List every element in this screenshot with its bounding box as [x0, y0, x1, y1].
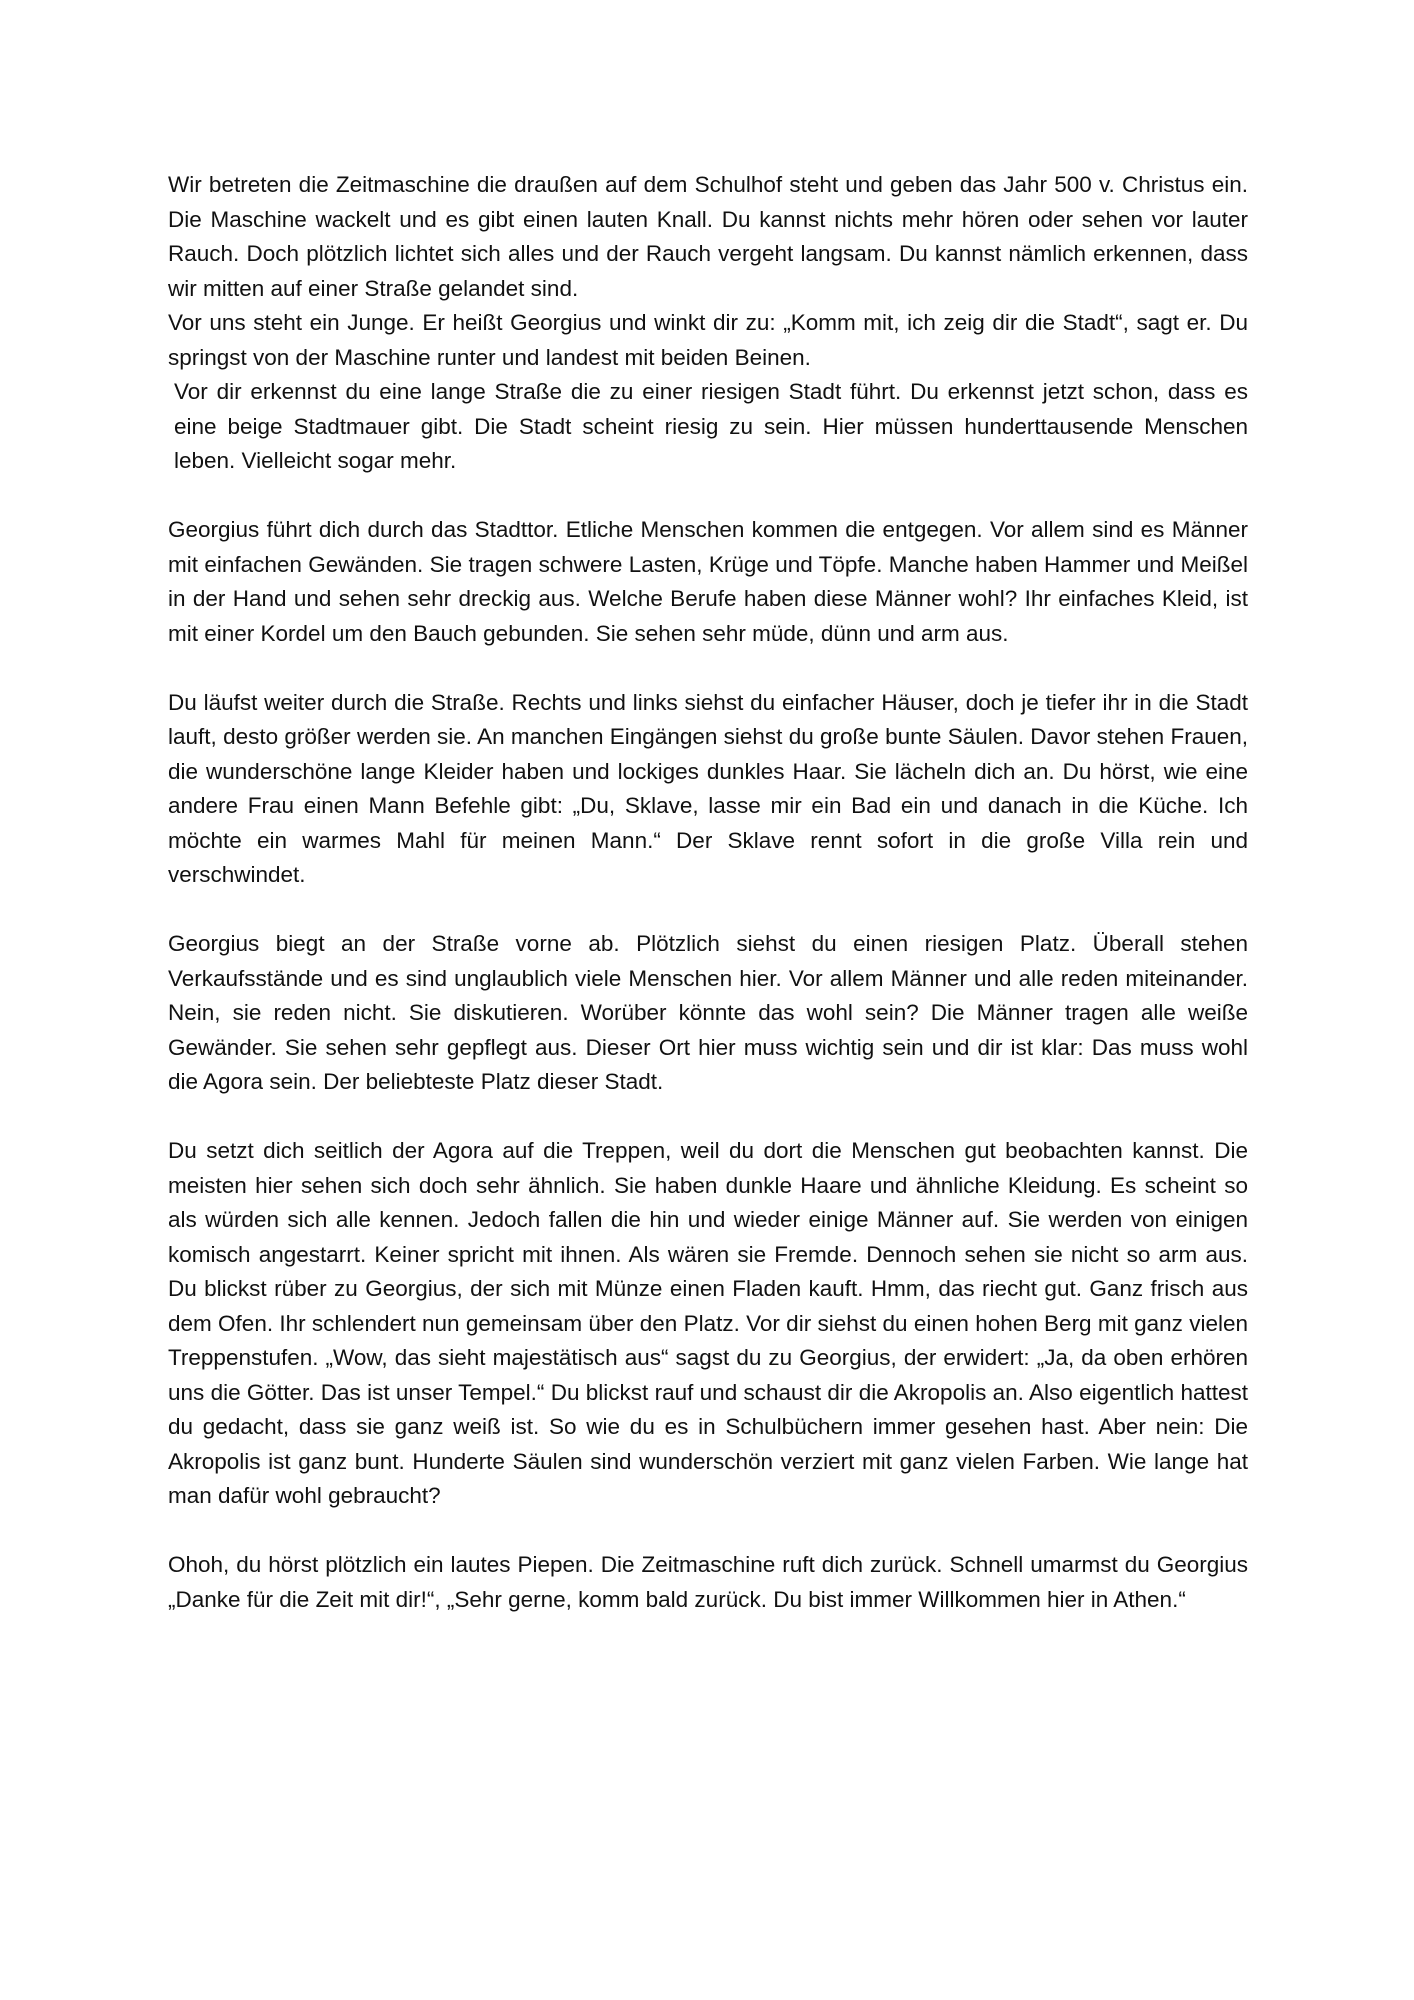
text-line: Ohoh, du hörst plötzlich ein lautes Piepen. Die Zeitmaschine ruft dich zurück. Schnell umarmst du Georgius „Danke für die Zeit mit dir!“, „Sehr gerne, komm bald zurück. Du bist immer Willkommen hier in Athen.“ [168, 1552, 1248, 1612]
paragraph-arrival [168, 168, 1248, 479]
paragraph-street [168, 686, 1248, 893]
paragraph-agora [168, 927, 1248, 1100]
text-line: Georgius biegt an der Straße vorne ab. Plötzlich siehst du einen riesigen Platz. Überall stehen Verkaufsstände und es sind unglaublich viele Menschen hier. Vor allem Männer und alle reden miteinander. Nein, sie reden nicht. Sie diskutieren. Worüber könnte das wohl sein? Die Männer tragen alle weiße Gewänder. Sie sehen sehr gepflegt aus. Dieser Ort hier muss wichtig sein und dir ist klar: Das muss wohl die Agora sein. Der beliebteste Platz dieser Stadt. [168, 931, 1248, 1094]
story-text [168, 168, 1248, 1652]
text-line: Wir betreten die Zeitmaschine die draußen auf dem Schulhof steht und geben das Jahr 500 v. Christus ein. Die Maschine wackelt und es gibt einen lauten Knall. Du kannst nichts mehr hören oder sehen vor lauter Rauch. Doch plötzlich lichtet sich alles und der Rauch vergeht langsam. Du kannst nämlich erkennen, dass wir mitten auf einer Straße gelandet sind. [168, 172, 1248, 301]
paragraph-farewell [168, 1548, 1248, 1617]
paragraph-city-gate [168, 513, 1248, 651]
text-line: Du läufst weiter durch die Straße. Rechts und links siehst du einfacher Häuser, doch je tiefer ihr in die Stadt lauft, desto größer werden sie. An manchen Eingängen siehst du große bunte Säulen. Davor stehen Frauen, die wunderschöne lange Kleider haben und lockiges dunkles Haar. Sie lächeln dich an. Du hörst, wie eine andere Frau einen Mann Befehle gibt: „Du, Sklave, lasse mir ein Bad ein und danach in die Küche. Ich möchte ein warmes Mahl für meinen Mann.“ Der Sklave rennt sofort in die große Villa rein und verschwindet. [168, 689, 1248, 887]
text-line: Vor uns steht ein Junge. Er heißt Georgius und winkt dir zu: „Komm mit, ich zeig dir die Stadt“, sagt er. Du springst von der Maschine runter und landest mit beiden Beinen. [168, 310, 1248, 370]
text-line: Du setzt dich seitlich der Agora auf die Treppen, weil du dort die Menschen gut beobachten kannst. Die meisten hier sehen sich doch sehr ähnlich. Sie haben dunkle Haare und ähnliche Kleidung. Es scheint so als würden sich alle kennen. Jedoch fallen die hin und wieder einige Männer auf. Sie werden von einigen komisch angestarrt. Keiner spricht mit ihnen. Als wären sie Fremde. Dennoch sehen sie nicht so arm aus. Du blickst rüber zu Georgius, der sich mit Münze einen Fladen kauft. Hmm, das riecht gut. Ganz frisch aus dem Ofen. Ihr schlendert nun gemeinsam über den Platz. Vor dir siehst du einen hohen Berg mit ganz vielen Treppenstufen. „Wow, das sieht majestätisch aus“ sagst du zu Georgius, der erwidert: „Ja, da oben erhören uns die Götter. Das ist unser Tempel.“ Du blickst rauf und schaust dir die Akropolis an. Also eigentlich hattest du gedacht, dass sie ganz weiß ist. So wie du es in Schulbüchern immer gesehen hast. Aber nein: Die Akropolis ist ganz bunt. Hunderte Säulen sind wunderschön verziert mit ganz vielen Farben. Wie lange hat man dafür wohl gebraucht? [168, 1138, 1248, 1508]
text-line: Georgius führt dich durch das Stadttor. Etliche Menschen kommen die entgegen. Vor allem sind es Männer mit einfachen Gewänden. Sie tragen schwere Lasten, Krüge und Töpfe. Manche haben Hammer und Meißel in der Hand und sehen sehr dreckig aus. Welche Berufe haben diese Männer wohl? Ihr einfaches Kleid, ist mit einer Kordel um den Bauch gebunden. Sie sehen sehr müde, dünn und arm aus. [168, 517, 1248, 646]
text-line: Vor dir erkennst du eine lange Straße die zu einer riesigen Stadt führt. Du erkennst jetzt schon, dass es eine beige Stadtmauer gibt. Die Stadt scheint riesig zu sein. Hier müssen hunderttausende Menschen leben. Vielleicht sogar mehr. [174, 379, 1248, 473]
paragraph-acropolis [168, 1134, 1248, 1514]
